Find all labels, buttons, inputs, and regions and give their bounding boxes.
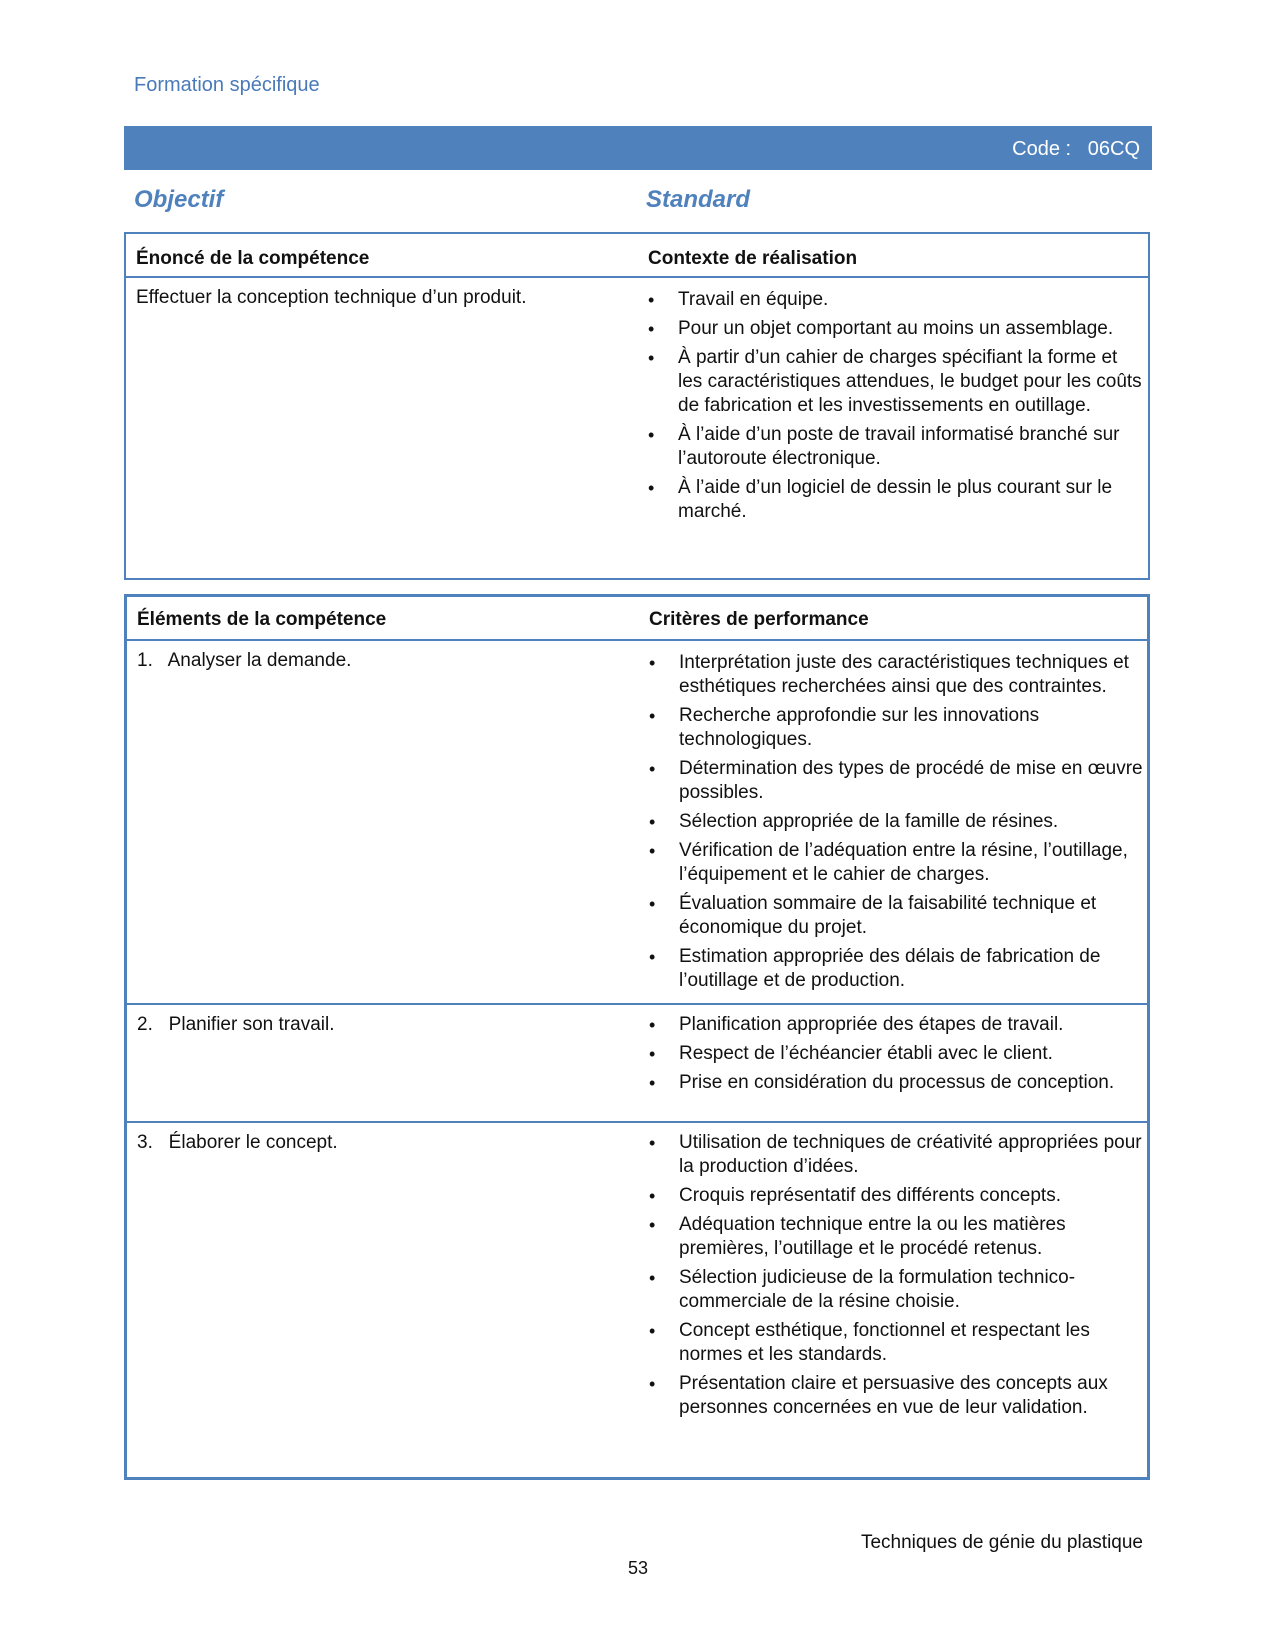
element-label: 1. Analyser la demande. xyxy=(137,650,352,671)
table-row xyxy=(127,1003,1147,1123)
objective-heading: Objectif xyxy=(134,186,224,213)
section-title: Formation spécifique xyxy=(134,74,320,96)
list-item: • À partir d’un cahier de charges spécifiant la forme et les caractéristiques attendues, le budget pour les coûts de fabrication et les investissements en outillage. xyxy=(648,346,1143,418)
elements-right-header: Critères de performance xyxy=(649,609,869,630)
list-item: • Évaluation sommaire de la faisabilité technique et économique du projet. xyxy=(649,892,1144,940)
list-item: • Travail en équipe. xyxy=(648,288,1143,312)
course-code: Code : 06CQ xyxy=(1012,138,1140,160)
context-list xyxy=(648,288,1143,524)
list-item: • À l’aide d’un poste de travail informatisé branché sur l’autoroute électronique. xyxy=(648,423,1143,471)
list-item: • Recherche approfondie sur les innovations technologiques. xyxy=(649,704,1144,752)
list-item: • Présentation claire et persuasive des concepts aux personnes concernées en vue de leur validation. xyxy=(649,1372,1144,1420)
list-item: • Interprétation juste des caractéristiques techniques et esthétiques recherchées ainsi que des contraintes. xyxy=(649,651,1144,699)
statement-left-header: Énoncé de la compétence xyxy=(136,248,370,269)
list-item: • Détermination des types de procédé de mise en œuvre possibles. xyxy=(649,757,1144,805)
list-item: • Vérification de l’adéquation entre la résine, l’outillage, l’équipement et le cahier de charges. xyxy=(649,839,1144,887)
element-label: 2. Planifier son travail. xyxy=(137,1014,335,1035)
list-item: • Sélection judicieuse de la formulation technico-commerciale de la résine choisie. xyxy=(649,1266,1144,1314)
list-item: • Planification appropriée des étapes de travail. xyxy=(649,1013,1144,1037)
list-item: • Estimation appropriée des délais de fabrication de l’outillage et de production. xyxy=(649,945,1144,993)
criteria-list xyxy=(649,1013,1144,1095)
list-item: • Utilisation de techniques de créativité appropriées pour la production d’idées. xyxy=(649,1131,1144,1179)
list-item: • À l’aide d’un logiciel de dessin le plus courant sur le marché. xyxy=(648,476,1143,524)
criteria-list xyxy=(649,651,1144,993)
elements-header-row xyxy=(127,597,1147,639)
element-label: 3. Élaborer le concept. xyxy=(137,1132,338,1153)
list-item: • Prise en considération du processus de conception. xyxy=(649,1071,1144,1095)
list-item: • Respect de l’échéancier établi avec le client. xyxy=(649,1042,1144,1066)
list-item: • Concept esthétique, fonctionnel et respectant les normes et les standards. xyxy=(649,1319,1144,1367)
list-item: • Sélection appropriée de la famille de résines. xyxy=(649,810,1144,834)
elements-table xyxy=(124,594,1150,1480)
list-item: • Adéquation technique entre la ou les matières premières, l’outillage et le procédé retenus. xyxy=(649,1213,1144,1261)
statement-body-row xyxy=(126,276,1148,578)
table-row xyxy=(127,639,1147,1005)
list-item: • Croquis représentatif des différents concepts. xyxy=(649,1184,1144,1208)
program-name: Techniques de génie du plastique xyxy=(860,1532,1143,1553)
standard-heading: Standard xyxy=(646,186,751,213)
elements-left-header: Éléments de la compétence xyxy=(137,609,387,630)
statement-right-header: Contexte de réalisation xyxy=(648,248,858,269)
statement-table xyxy=(124,232,1150,580)
page-number: 53 xyxy=(628,1558,649,1578)
competence-statement: Effectuer la conception technique d’un produit. xyxy=(136,287,527,308)
criteria-list xyxy=(649,1131,1144,1420)
table-row xyxy=(127,1121,1147,1477)
statement-header-row xyxy=(126,234,1148,276)
code-banner xyxy=(124,126,1152,170)
list-item: • Pour un objet comportant au moins un assemblage. xyxy=(648,317,1143,341)
